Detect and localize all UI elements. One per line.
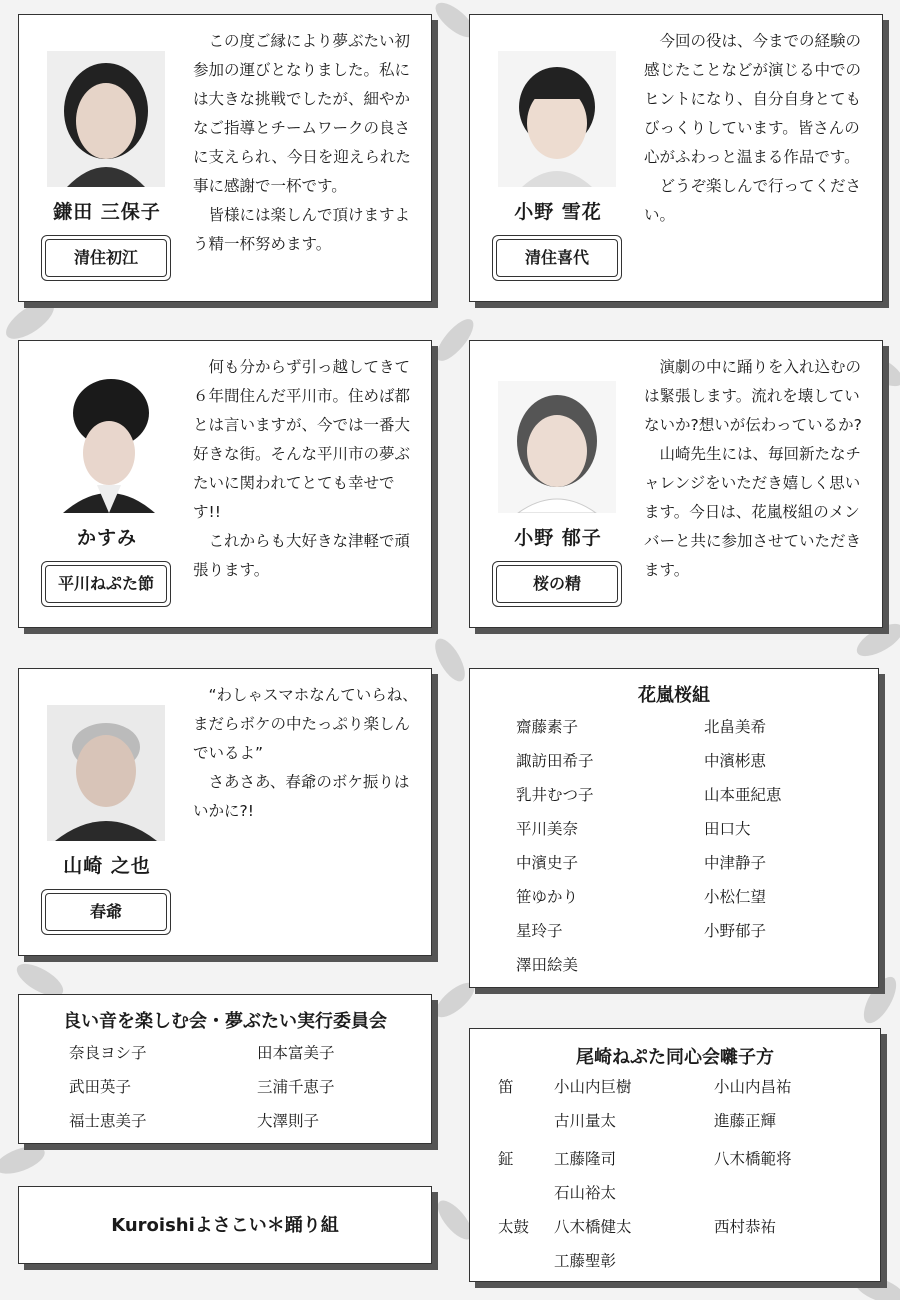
member-name: 諏訪田希子	[516, 752, 594, 770]
hanaarashi-members-card	[469, 668, 879, 988]
group-title: 良い音を楽しむ会・夢ぶたい実行委員会	[63, 1011, 387, 1032]
profile-name: かすみ	[76, 527, 137, 549]
profile-message	[193, 353, 419, 585]
section-fue	[498, 1069, 868, 1137]
profile-name: 山崎 之也	[63, 855, 151, 877]
message-paragraph: これからも大好きな津軽で頑張ります。	[193, 532, 411, 579]
member-name: 小山内昌祐	[714, 1078, 792, 1096]
profile-card-kamata	[18, 14, 432, 302]
member-name: 中津静子	[704, 854, 767, 872]
role-badge	[492, 235, 622, 281]
profile-name: 小野 郁子	[514, 527, 602, 549]
member-name: 工藤隆司	[554, 1150, 617, 1168]
member-name: 三浦千恵子	[257, 1078, 335, 1096]
role-label: 清住初江	[73, 248, 138, 267]
message-paragraph: “わしゃスマホなんていらね、まだらボケの中たっぷり楽しんでいるよ”	[193, 686, 418, 762]
member-name: 田口大	[704, 820, 751, 838]
members-right-column	[704, 709, 832, 947]
member-name: 進藤正輝	[714, 1112, 777, 1130]
portrait-photo	[498, 51, 616, 187]
member-name: 星玲子	[516, 922, 563, 940]
members-left-column	[516, 709, 644, 981]
member-name: 小野郁子	[704, 922, 767, 940]
portrait-photo	[47, 51, 165, 187]
group-title: 尾崎ねぷた同心会囃子方	[576, 1047, 774, 1068]
profile-message	[193, 27, 419, 259]
message-paragraph: 山崎先生には、毎回新たなチャレンジをいただき嬉しく思います。今日は、花嵐桜組のメンバーと共に参加させていただきます。	[644, 445, 862, 579]
message-paragraph: さあさあ、春爺のボケ振りはいかに?!	[193, 773, 410, 820]
role-label: 桜の精	[532, 574, 581, 593]
member-name: 平川美奈	[516, 820, 579, 838]
member-name: 奈良ヨシ子	[69, 1044, 147, 1062]
role-label: 平川ねぷた節	[57, 574, 154, 593]
profile-message	[644, 353, 870, 585]
section-taiko	[498, 1209, 868, 1277]
message-paragraph: この度ご縁により夢ぶたい初参加の運びとなりました。私には大きな挑戦でしたが、細やかなご指導とチームワークの良さに支えられ、今日を迎えられた事に感謝で一杯です。	[193, 32, 411, 195]
member-name: 西村恭祐	[714, 1218, 777, 1236]
member-name: 中濱史子	[516, 854, 579, 872]
member-name: 小山内巨樹	[554, 1078, 632, 1096]
member-name: 八木橋範将	[714, 1150, 792, 1168]
profile-card-ono-setsuka	[469, 14, 883, 302]
member-name: 福士恵美子	[69, 1112, 147, 1130]
message-paragraph: 何も分からず引っ越してきて６年間住んだ平川市。住めば都とは言いますが、今では一番大好きな街。そんな平川市の夢ぶたいに関われてとても幸せです!!	[193, 358, 411, 521]
members-right-column	[257, 1035, 335, 1137]
member-name: 北畠美希	[704, 718, 767, 736]
member-name: 中濱彬恵	[704, 752, 767, 770]
role-label: 春爺	[89, 902, 122, 921]
portrait-photo	[49, 373, 169, 513]
message-paragraph: 皆様には楽しんで頂けますよう精一杯努めます。	[193, 206, 411, 253]
member-name: 大澤則子	[257, 1112, 320, 1130]
role-label: 清住喜代	[524, 248, 589, 267]
group-title: 花嵐桜組	[638, 685, 710, 706]
member-name: 田本富美子	[257, 1044, 335, 1062]
profile-card-ono-ikuko	[469, 340, 883, 628]
message-paragraph: 演劇の中に踊りを入れ込むのは緊張します。流れを壊していないか?想いが伝わっているか?	[644, 358, 862, 434]
member-name: 工藤聖彰	[554, 1252, 617, 1270]
profile-name: 鎌田 三保子	[53, 201, 161, 223]
profile-card-kasumi	[18, 340, 432, 628]
member-name: 八木橋健太	[554, 1218, 632, 1236]
yosakoi-group-card	[18, 1186, 432, 1264]
member-name: 齋藤素子	[516, 718, 579, 736]
instrument-label: 太鼓	[498, 1218, 530, 1236]
profile-message	[644, 27, 870, 230]
profile-name: 小野 雪花	[514, 201, 602, 223]
instrument-label: 鉦	[498, 1150, 514, 1168]
section-kane	[498, 1141, 868, 1209]
group-title: Kuroishiよさこい＊踊り組	[111, 1215, 339, 1236]
portrait-photo	[498, 381, 616, 513]
committee-members-card	[18, 994, 432, 1144]
member-name: 石山裕太	[554, 1184, 617, 1202]
role-badge	[41, 889, 171, 935]
member-name: 古川量太	[554, 1112, 617, 1130]
role-badge	[41, 561, 171, 607]
instrument-label: 笛	[498, 1078, 514, 1096]
role-badge	[41, 235, 171, 281]
role-badge	[492, 561, 622, 607]
member-name: 小松仁望	[704, 888, 767, 906]
member-name: 澤田絵美	[516, 956, 579, 974]
message-paragraph: 今回の役は、今までの経験の感じたことなどが演じる中でのヒントになり、自分自身とてもびっくりしています。皆さんの心がふわっと温まる作品です。	[644, 32, 862, 166]
portrait-photo	[47, 705, 165, 841]
profile-card-yamazaki	[18, 668, 432, 956]
member-name: 笹ゆかり	[516, 888, 579, 906]
member-name: 山本亜紀恵	[704, 786, 782, 804]
member-name: 乳井むつ子	[516, 786, 594, 804]
ozaki-hayashi-card	[469, 1028, 881, 1282]
profile-message	[193, 681, 419, 826]
message-paragraph: どうぞ楽しんで行ってください。	[644, 177, 862, 224]
members-left-column	[69, 1035, 147, 1137]
member-name: 武田英子	[69, 1078, 132, 1096]
